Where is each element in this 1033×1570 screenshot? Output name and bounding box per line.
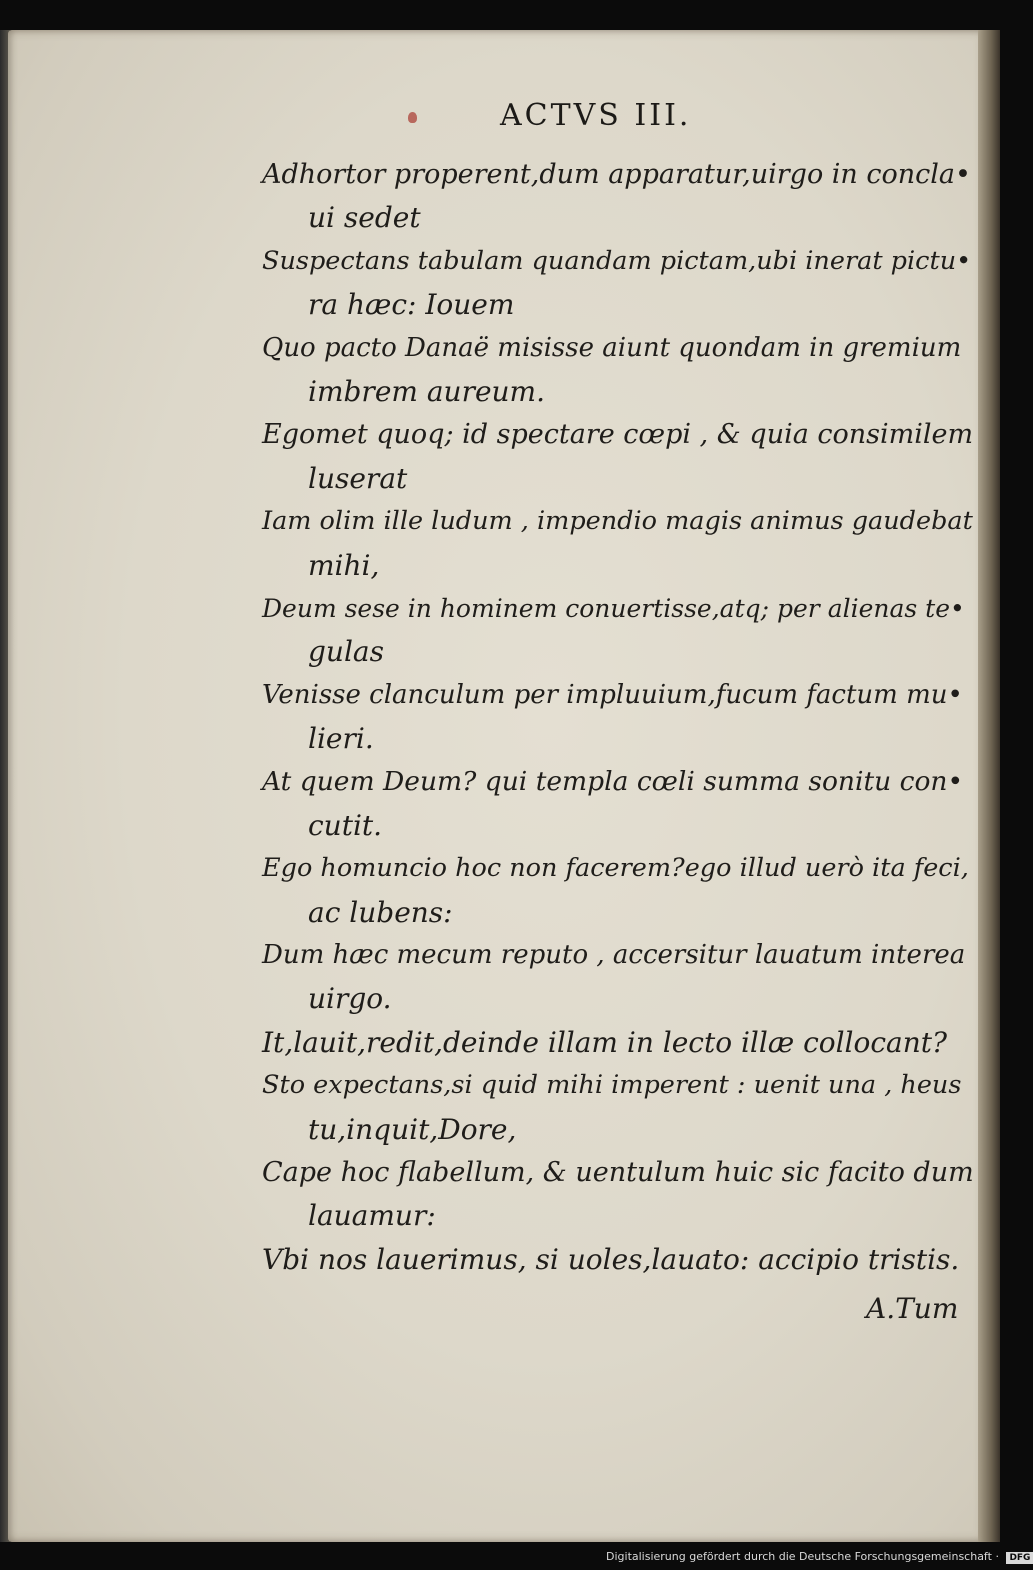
book-spine	[978, 30, 1000, 1542]
verse-line: tu,inquit,Dore,	[308, 1112, 517, 1146]
verse-text-block	[262, 153, 974, 1281]
verse-line: Adhortor properent,dum apparatur,uirgo in concla•	[262, 159, 971, 190]
verse-line: cutit.	[308, 808, 383, 842]
running-header: ACTVS III.	[500, 98, 692, 133]
verse-line: lieri.	[308, 722, 374, 756]
verse-line: Egomet quoq; id spectare cœpi , & quia consimilem	[262, 419, 974, 451]
verse-line: mihi,	[308, 548, 380, 582]
verse-line: Suspectans tabulam quandam pictam,ubi inerat pictu•	[262, 245, 972, 276]
ornament-mark	[408, 112, 417, 123]
verse-line: ui sedet	[308, 201, 421, 235]
verse-line: It,lauit,redit,deinde illam in lecto illæ collocant?	[262, 1025, 948, 1059]
digitization-credit: Digitalisierung gefördert durch die Deutsche Forschungsgemeinschaft · DFG	[606, 1550, 1033, 1564]
verse-line: Ego homuncio hoc non facerem?ego illud uerò ita feci,	[262, 853, 969, 884]
verse-line: Iam olim ille ludum , impendio magis animus gaudebat	[262, 506, 973, 537]
verse-line: ac lubens:	[308, 895, 453, 929]
verse-line: gulas	[308, 635, 384, 669]
verse-line: luserat	[308, 461, 408, 495]
verse-line: Venisse clanculum per impluuium,fucum factum mu•	[262, 679, 963, 710]
credit-text: Digitalisierung gefördert durch die Deutsche Forschungsgemeinschaft	[606, 1550, 992, 1563]
verse-line: At quem Deum? qui templa cœli summa sonitu con•	[262, 766, 964, 798]
verse-line: uirgo.	[308, 982, 392, 1016]
verse-line: Dum hæc mecum reputo , accersitur lauatum interea	[262, 940, 966, 971]
verse-line: Deum sese in hominem conuertisse,atq; per alienas te•	[262, 593, 965, 623]
verse-line: Sto expectans,si quid mihi imperent : uenit una , heus	[262, 1070, 962, 1101]
verse-line: imbrem aureum.	[308, 374, 546, 408]
verse-line: Quo pacto Danaë misisse aiunt quondam in gremium	[262, 332, 962, 363]
verse-line: Cape hoc flabellum, & uentulum huic sic facito dum	[262, 1156, 974, 1188]
catchword: A.Tum	[866, 1292, 959, 1325]
verse-line: lauamur:	[308, 1199, 436, 1233]
verse-line: Vbi nos lauerimus, si uoles,lauato: accipio tristis.	[262, 1242, 960, 1276]
dfg-logo: DFG	[1006, 1552, 1033, 1564]
verse-line: ra hæc: Iouem	[308, 288, 515, 322]
